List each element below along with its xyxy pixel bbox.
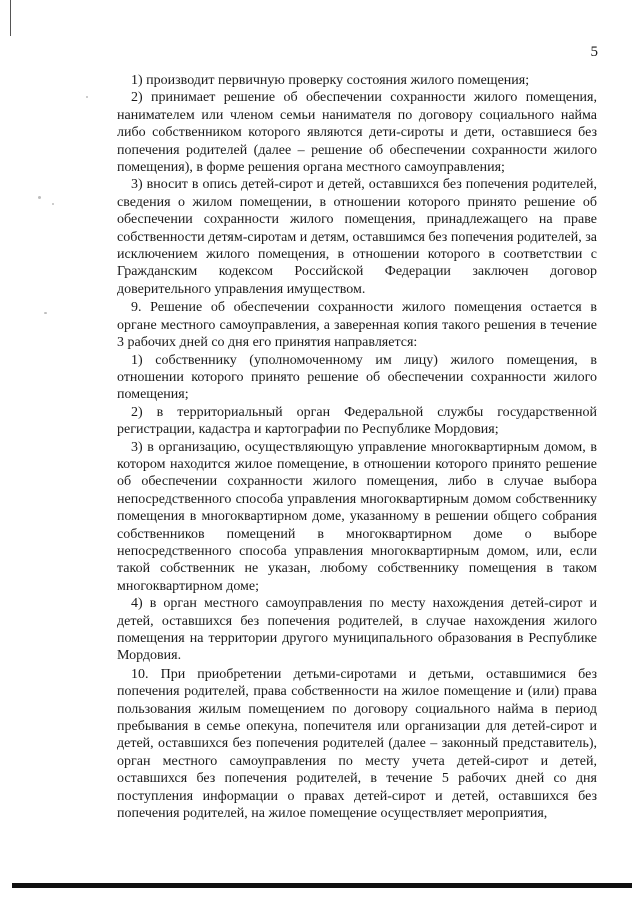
scan-margin-line xyxy=(10,0,11,36)
paragraph-recipient-3: 3) в организацию, осуществляющую управление многоквартирным домом, в котором находится жилое помещение, в отношении которого принято решение об обеспечении сохранности жилого помещения, либо в случае выбора непосредственного способа управления многоквартирным домом собственнику помещения в многоквартирном доме, указанному в решении общего собрания собственников помещений в многоквартирном доме о выборе непосредственного способа управления многоквартирным домом, или, если такой собственник не указан, любому собственнику помещения в таком многоквартирном доме; xyxy=(117,439,597,594)
paragraph-item-3: 3) вносит в опись детей-сирот и детей, оставшихся без попечения родителей, сведения о жилом помещении, в отношении которого принято решение об обеспечении сохранности жилого помещения, принадлежащего на праве собственности детям-сиротам и детям, оставшимся без попечения родителей, за исключением жилого помещения, в отношении которого в соответствии с Гражданским кодексом Российской Федерации заключен договор доверительного управления имуществом. xyxy=(117,177,597,297)
paragraph-section-10: 10. При приобретении детьми-сиротами и детьми, оставшимися без попечения родителей, права собственности на жилое помещение и (или) права пользования жилым помещением по договору социального найма в период пребывания в семье опекуна, попечителя или организации для детей-сирот и детей, оставшихся без попечения родителей (далее – законный представитель), орган местного самоуправления по месту учета детей-сирот и детей, оставшихся без попечения родителей, в течение 5 рабочих дней со дня поступления информации о правах детей-сирот и детей, оставшихся без попечения родителей, на жилое помещение осуществляет мероприятия, xyxy=(117,666,597,822)
paragraph-recipient-2: 2) в территориальный орган Федеральной службы государственной регистрации, кадастра и картографии по Республике Мордовия; xyxy=(117,404,597,438)
scan-speck xyxy=(52,203,54,205)
scan-speck xyxy=(44,312,47,314)
paragraph-recipient-1: 1) собственнику (уполномоченному им лицу) жилого помещения, в отношении которого принято решение об обеспечении сохранности жилого помещения; xyxy=(117,352,597,403)
document-body xyxy=(117,72,597,822)
paragraph-section-9: 9. Решение об обеспечении сохранности жилого помещения остается в органе местного самоуправления, а заверенная копия такого решения в течение 3 рабочих дней со дня его принятия направляется: xyxy=(117,300,597,351)
page-bottom-border xyxy=(12,883,632,888)
page-number: 5 xyxy=(590,44,598,60)
paragraph-recipient-4: 4) в орган местного самоуправления по месту нахождения детей-сирот и детей, оставшихся без попечения родителей, в случае нахождения жилого помещения на территории другого муниципального образования в Республике Мордовия. xyxy=(117,596,597,664)
paragraph-item-1: 1) производит первичную проверку состояния жилого помещения; xyxy=(131,73,530,88)
paragraph-item-2: 2) принимает решение об обеспечении сохранности жилого помещения, нанимателем или членом семьи нанимателя по договору социального найма либо собственником которого являются дети-сироты и дети, оставшиеся без попечения родителей (далее – решение об обеспечении сохранности жилого помещения), в форме решения органа местного самоуправления; xyxy=(117,90,597,176)
scan-speck xyxy=(86,96,88,98)
scan-speck xyxy=(38,196,41,199)
